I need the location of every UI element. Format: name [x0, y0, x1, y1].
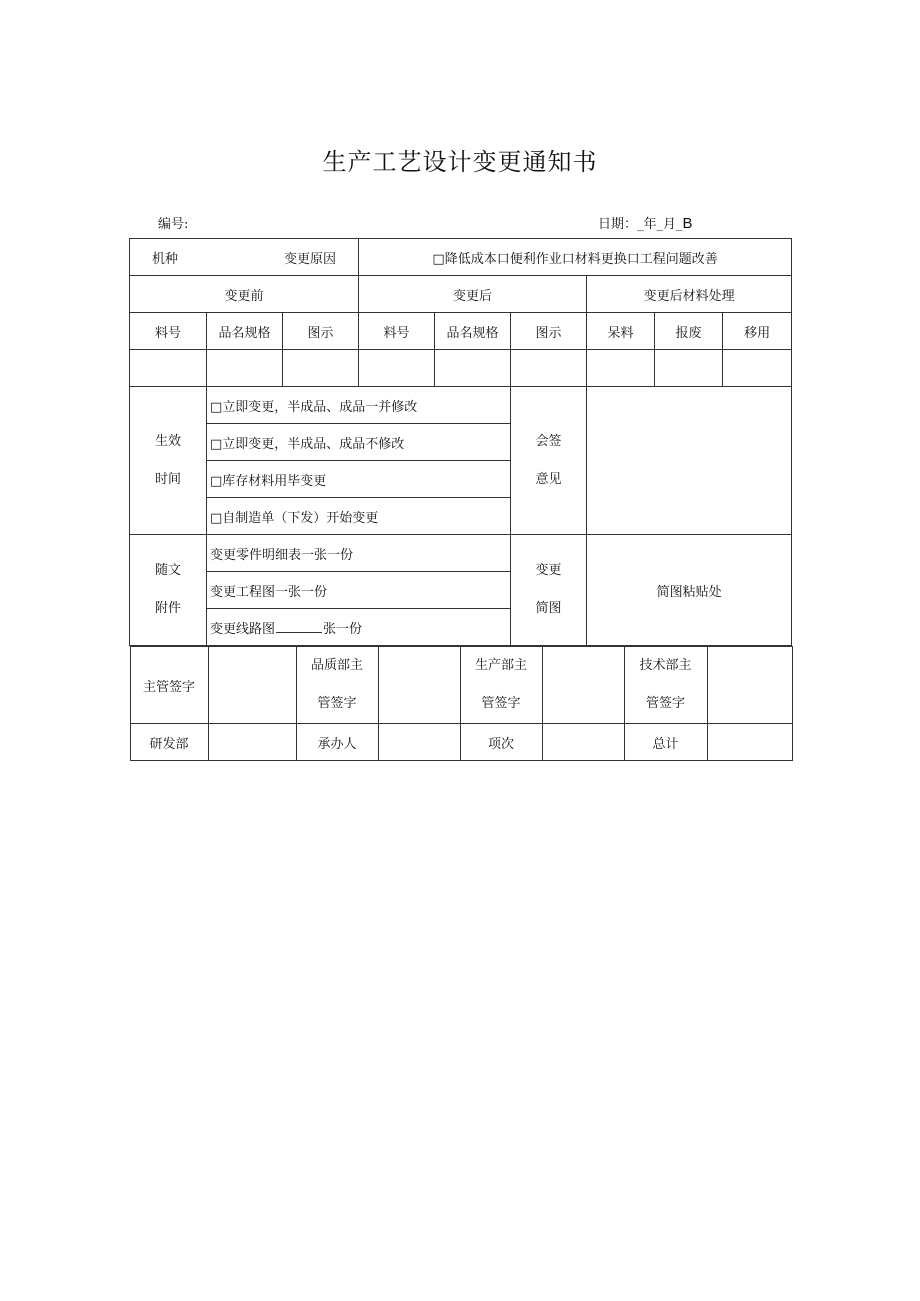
before-spec-cell[interactable]: [207, 350, 283, 387]
before-figure-cell[interactable]: [283, 350, 359, 387]
supervisor-sign-cell[interactable]: [208, 647, 296, 724]
reason-label: 变更原因: [284, 251, 337, 267]
row-signatures-wrapper: [130, 646, 792, 762]
signatures-row: [130, 647, 792, 724]
countersign-line1: 会签: [535, 433, 562, 449]
signatures-table: [130, 646, 793, 761]
tech-sign-label: [624, 647, 707, 724]
items-cell[interactable]: [542, 724, 624, 761]
attachments-label: [130, 535, 207, 646]
effective-option-immediate-all[interactable]: □立即变更，半成品、成品一并修改: [207, 387, 511, 424]
tech-label-line1: 技术部主: [639, 658, 692, 673]
machine-reason-cell: [130, 239, 359, 276]
date-suffix: B: [682, 215, 693, 232]
handler-label: 承办人: [296, 724, 378, 761]
row-machine-reason: [130, 239, 792, 276]
sketch-label-line1: 变更: [535, 563, 562, 578]
after-spec-header: 品名规格: [435, 313, 511, 350]
before-part-no-header: 料号: [130, 313, 207, 350]
effective-label-line2: 时间: [154, 471, 181, 487]
production-sign-label: [460, 647, 542, 724]
total-cell[interactable]: [707, 724, 792, 761]
sketch-label: [511, 535, 587, 646]
attachment-drawing[interactable]: 变更工程图一张一份: [207, 572, 511, 609]
scrap-cell[interactable]: [655, 350, 723, 387]
transfer-header: 移用: [723, 313, 792, 350]
qa-label-line2: 管签字: [317, 696, 357, 711]
countersign-line2: 意见: [535, 471, 562, 487]
wiring-suffix: 张一份: [323, 621, 363, 637]
row-column-headers: [130, 313, 792, 350]
rd-label: 研发部: [130, 724, 208, 761]
keep-header: 呆料: [587, 313, 655, 350]
signatures-container: [130, 646, 792, 762]
after-figure-cell[interactable]: [511, 350, 587, 387]
attachments-label-line2: 附件: [154, 601, 181, 616]
change-notice-form: [129, 238, 792, 761]
effective-time-label: [130, 387, 207, 535]
production-label-line1: 生产部主: [474, 658, 527, 673]
countersign-area[interactable]: [587, 387, 792, 535]
qa-label-line1: 品质部主: [310, 658, 363, 673]
effective-option-immediate-none[interactable]: □立即变更，半成品、成品不修改: [207, 424, 511, 461]
effective-option-stock[interactable]: □库存材料用毕变更: [207, 461, 511, 498]
footer-row: [130, 724, 792, 761]
qa-sign-cell[interactable]: [378, 647, 460, 724]
row-empty-data: [130, 350, 792, 387]
after-part-no-cell[interactable]: [359, 350, 435, 387]
material-handling-header: 变更后材料处理: [587, 276, 792, 313]
handler-cell[interactable]: [378, 724, 460, 761]
total-label: 总计: [624, 724, 707, 761]
attachment-parts-list[interactable]: 变更零件明细表一张一份: [207, 535, 511, 572]
before-figure-header: 图示: [283, 313, 359, 350]
document-title: 生产工艺设计变更通知书: [322, 148, 598, 176]
countersign-label: [511, 387, 587, 535]
after-part-no-header: 料号: [359, 313, 435, 350]
production-label-line2: 管签字: [481, 696, 521, 711]
sketch-paste-area[interactable]: 简图粘贴处: [587, 535, 792, 646]
transfer-cell[interactable]: [723, 350, 792, 387]
items-label: 项次: [460, 724, 542, 761]
tech-sign-cell[interactable]: [707, 647, 792, 724]
tech-label-line2: 管签字: [645, 696, 685, 711]
qa-sign-label: [296, 647, 378, 724]
rd-cell[interactable]: [208, 724, 296, 761]
after-figure-header: 图示: [511, 313, 587, 350]
reason-options[interactable]: □降低成本口便利作业口材料更换口工程问题改善: [359, 239, 792, 276]
machine-label: 机种: [152, 251, 179, 267]
attachment-wiring[interactable]: [207, 609, 511, 646]
after-spec-cell[interactable]: [435, 350, 511, 387]
before-spec-header: 品名规格: [207, 313, 283, 350]
attachments-label-line1: 随文: [154, 563, 181, 578]
date-label: 日期：_年_月_: [598, 217, 683, 232]
production-sign-cell[interactable]: [542, 647, 624, 724]
wiring-count-blank[interactable]: [276, 620, 322, 633]
supervisor-sign-label: 主管签字: [130, 647, 208, 724]
effective-label-line1: 生效: [154, 433, 181, 449]
after-header: 变更后: [359, 276, 587, 313]
scrap-header: 报废: [655, 313, 723, 350]
date-field: [598, 213, 693, 232]
number-label: 编号:: [158, 217, 189, 232]
wiring-prefix: 变更线路图: [210, 621, 276, 637]
row-section-headers: [130, 276, 792, 313]
row-attachments-1: [130, 535, 792, 572]
before-header: 变更前: [130, 276, 359, 313]
sketch-label-line2: 简图: [535, 601, 562, 616]
keep-cell[interactable]: [587, 350, 655, 387]
row-effective-1: [130, 387, 792, 424]
before-part-no-cell[interactable]: [130, 350, 207, 387]
effective-option-new-order[interactable]: □自制造单（下发）开始变更: [207, 498, 511, 535]
